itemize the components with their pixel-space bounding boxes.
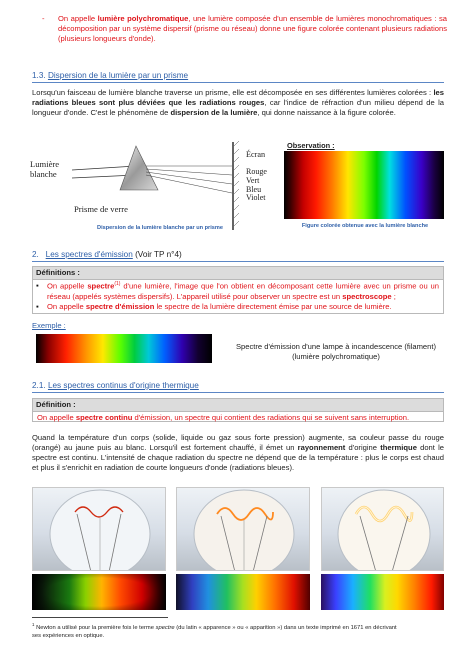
intro-paragraph [42, 14, 447, 44]
dispersion-text-a: Lorsqu'un faisceau de lumière blanche traverse un prisme, elle est décomposée en ses différentes lumières colorées : [32, 88, 434, 97]
example-spectrum [36, 334, 212, 363]
prism-shape [120, 146, 158, 190]
definition-2-term: spectre d'émission [85, 301, 155, 311]
prism-caption: Dispersion de la lumière blanche par un prisme [97, 225, 223, 231]
footnote-rule [32, 617, 168, 618]
intro-term: lumière polychromatique [97, 14, 189, 23]
footnote-number: 1 [32, 622, 35, 627]
spectrum-cool [32, 574, 166, 610]
definition-1-bullet: ▪ [36, 281, 39, 291]
definition-1-term: spectre [87, 281, 115, 291]
dispersion-text-d: dispersion de la lumière [170, 108, 258, 118]
temperature-text-e: dont le spectre est continu. L'intensité de chaque radiation du spectre ne dépend que de la température : plus le corps est chaud et plus il s'enrichit en radiation de courte longueurs d'onde (radiations bleues). [32, 443, 444, 473]
color-labels [246, 168, 267, 203]
continuous-definition-term: spectre continu [75, 413, 133, 423]
footnote-text-c: (du latin « apparence » ou « apparition ») dans un texte imprimé en 1671 en décrivant [174, 624, 397, 631]
section-2-heading [32, 250, 444, 261]
spectrum-hot [321, 574, 444, 610]
intro-text-1: On appelle [58, 14, 96, 23]
bulb-photo-cool [32, 487, 166, 571]
definition-box-2 [32, 398, 444, 422]
section-1-3-number: 1.3. [32, 71, 46, 80]
section-1-3-rule [32, 82, 444, 83]
temperature-paragraph [32, 433, 444, 473]
dispersion-text-c: , car l'indice de réfraction d'un milieu dépend de la longueur d'onde. C'est le phénomène de [32, 98, 444, 118]
section-2-1-number: 2.1. [32, 381, 46, 390]
example-description-1: Spectre d'émission d'une lampe à incandescence (filament) [235, 342, 437, 351]
footnote [32, 622, 444, 641]
color-label-violet: Violet [246, 193, 266, 203]
intro-dash: - [42, 14, 45, 23]
white-light-label-1: Lumière [30, 159, 60, 169]
definition-1 [33, 280, 443, 302]
footnote-line-2: ses expériences en optique. [32, 632, 105, 639]
prism-figure [28, 138, 278, 234]
observation-label: Observation : [287, 141, 335, 150]
temperature-text-c: d'origine [345, 443, 381, 453]
color-label-green: Vert [246, 175, 260, 185]
bulb-photo-hot [321, 487, 444, 571]
incoming-beam-top [72, 166, 136, 170]
color-label-blue: Bleu [246, 184, 262, 194]
definition-2-a: On appelle [47, 301, 86, 311]
white-light-label [30, 160, 59, 180]
footnote-term: spectre [155, 624, 175, 631]
definition-1-term-2: spectroscope [342, 291, 392, 301]
section-2-1-heading [32, 381, 444, 392]
dispersion-text-e: , qui donne naissance à la figure colorée. [257, 108, 396, 118]
section-2-1-title: Les spectres continus d'origine thermique [47, 381, 199, 390]
definition-2-c: le spectre de la lumière directement émise par une source de lumière. [154, 301, 392, 311]
bulb-photo-warm [176, 487, 310, 571]
definitions-box [32, 266, 444, 314]
footnote-text-a: Newton a utilisé pour la première fois le terme [34, 624, 156, 631]
definition-2-header: Définition : [33, 399, 443, 412]
screen-label: Écran [246, 150, 266, 159]
definition-1-sup: (1) [114, 281, 121, 288]
definition-1-a: On appelle [47, 281, 88, 291]
continuous-definition [33, 412, 443, 425]
observation-spectrum [284, 151, 444, 219]
color-label-red: Rouge [246, 167, 267, 176]
continuous-definition-c: d'émission, un spectre qui contient des radiations qui se suivent sans interruption. [132, 413, 410, 423]
white-light-label-2: blanche [30, 168, 57, 179]
dispersion-text-b: les radiations bleues sont plus déviées que les radiations rouges [32, 88, 444, 108]
temperature-term-1: rayonnement [297, 443, 346, 453]
section-2-suffix: (Voir TP n°4) [135, 250, 182, 259]
continuous-definition-a: On appelle [37, 413, 76, 423]
intro-text-2: , une lumière composée d'un ensemble de lumières monochromatiques : sa décomposition par un système dispersif (prisme ou réseau) donne une figure colorée contenant plusieurs radiations (plusieurs longueurs d'onde). [58, 14, 447, 44]
definition-1-c: d'une lumière, l'image que l'on obtient en décomposant cette lumière avec un prisme ou un réseau (appelés systèmes dispersifs). L'appareil utilisé pour observer un spectre est un [47, 281, 440, 301]
bulb-warm-drawing [177, 488, 310, 571]
definition-2-bullet: ▪ [36, 301, 39, 311]
bulb-hot-drawing [322, 488, 444, 571]
example-description-2: (lumière polychromatique) [292, 352, 380, 362]
section-1-3-heading [32, 71, 444, 82]
spectrum-warm [176, 574, 310, 610]
bulb-cool-drawing [33, 488, 166, 571]
section-2-title: Les spectres d'émission [45, 250, 133, 259]
dispersion-paragraph [32, 88, 444, 118]
screen-hatching [234, 141, 239, 226]
observation-caption: Figure colorée obtenue avec la lumière blanche [301, 223, 429, 229]
definitions-header: Définitions : [33, 267, 443, 280]
section-2-1-rule [32, 392, 444, 393]
section-2-number: 2. [32, 250, 39, 259]
example-description [225, 342, 447, 362]
prism-diagram [28, 138, 278, 234]
definition-1-e: ; [391, 291, 396, 301]
section-2-rule [32, 261, 444, 262]
prism-label: Prisme de verre [74, 204, 128, 214]
section-1-3-title: Dispersion de la lumière par un prisme [47, 71, 189, 80]
definition-2 [33, 302, 443, 314]
temperature-text-a: Quand la température d'un corps (solide, liquide ou gaz sous forte pression) augmente, sa couleur passe du rouge (orangé) au jaune puis au blanc. Lorsqu'il est fortement chauffé, il émet un [32, 433, 444, 453]
temperature-term-2: thermique [380, 443, 417, 453]
example-label: Exemple : [32, 321, 66, 330]
